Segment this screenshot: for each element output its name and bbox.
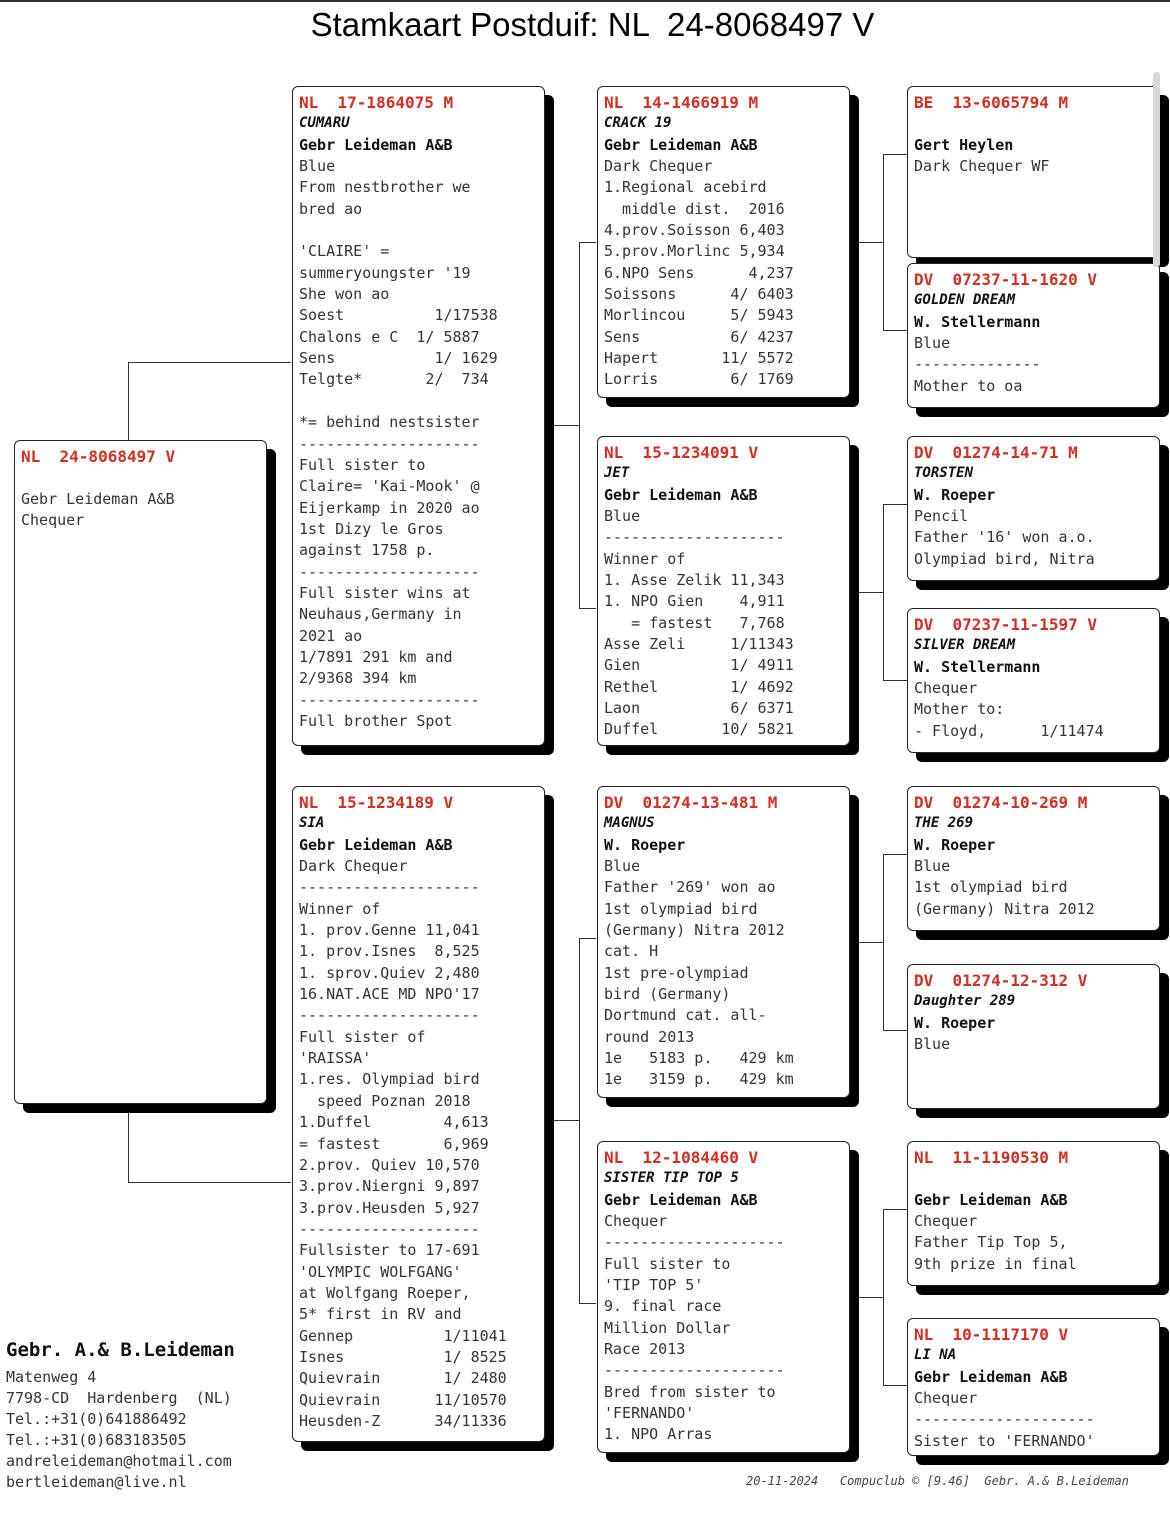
great-grandparent-card-ffm[interactable] [907, 263, 1160, 408]
info-line: Father Tip Top 5, [914, 1233, 1068, 1252]
ring-number: NL 14-1466919 M [604, 93, 759, 112]
ring-number: NL 24-8068497 V [21, 447, 176, 466]
info-line: Hapert 11/ 5572 [604, 349, 794, 368]
info-line: 1st olympiad bird [914, 878, 1068, 897]
breeder-name: Gebr Leideman A&B [604, 1190, 758, 1209]
pigeon-name: THE 269 [914, 815, 974, 832]
great-grandparent-card-mmf[interactable] [907, 1141, 1160, 1286]
ring-number: NL 12-1084460 V [604, 1148, 759, 1167]
info-line: 3.prov.Heusden 5,927 [299, 1198, 480, 1217]
info-line: 1e 5183 p. 429 km [604, 1049, 794, 1068]
info-line: Soest 1/17538 [299, 306, 498, 325]
pigeon-name [914, 113, 1159, 134]
info-line: bred ao [299, 199, 363, 218]
info-line: 9th prize in final [914, 1254, 1077, 1273]
info-line: Blue [604, 507, 641, 526]
ring-number: NL 11-1190530 M [914, 1148, 1069, 1167]
paternal-grandmother-card[interactable] [597, 436, 850, 746]
info-line: Blue [914, 334, 951, 353]
info-line: 'CLAIRE' = [299, 242, 390, 261]
maternal-grandfather-card[interactable] [597, 786, 850, 1098]
pigeon-name: CUMARU [299, 115, 350, 132]
info-line: Winner of [299, 899, 381, 918]
info-line: (Germany) Nitra 2012 [604, 921, 785, 940]
connector [883, 154, 907, 155]
ring-number: DV 01274-12-312 V [914, 971, 1088, 990]
info-line: Gennep 1/11041 [299, 1326, 507, 1345]
info-line: 1. NPO Gien 4,911 [604, 592, 785, 611]
scrollbar[interactable] [1153, 72, 1160, 267]
info-line: (Germany) Nitra 2012 [914, 899, 1095, 918]
connector [883, 854, 884, 1030]
info-line: Chequer [914, 1212, 978, 1231]
info-line: Blue [299, 157, 336, 176]
info-line: Full sister to [604, 1254, 731, 1273]
info-line: 5.prov.Morlinc 5,934 [604, 242, 785, 261]
info-line: round 2013 [604, 1027, 695, 1046]
ring-number: NL 15-1234091 V [604, 443, 759, 462]
info-line: 1/7891 291 km and [299, 647, 453, 666]
info-line: Full sister wins at [299, 583, 471, 602]
info-line: 1st olympiad bird [604, 899, 758, 918]
breeder-name: Gebr Leideman A&B [604, 485, 758, 504]
info-line: 1.Regional acebird [604, 178, 767, 197]
info-line: Blue [914, 1035, 951, 1054]
connector [883, 680, 907, 681]
info-line: Rethel 1/ 4692 [604, 677, 794, 696]
info-line: Dark Chequer [604, 157, 713, 176]
info-line: 1st pre-olympiad [604, 963, 749, 982]
breeder-name: Gebr Leideman A&B [914, 1190, 1068, 1209]
info-line: Quievrain 1/ 2480 [299, 1369, 507, 1388]
connector [128, 362, 291, 363]
contact-line: Matenweg 4 [6, 1368, 97, 1386]
connector [579, 608, 596, 609]
info-line: Gien 1/ 4911 [604, 656, 794, 675]
top-rule [0, 0, 1170, 2]
info-line: Chequer [914, 679, 978, 698]
connector [579, 242, 596, 243]
info-line: Quievrain 11/10570 [299, 1390, 507, 1409]
info-line: 1. prov.Isnes 8,525 [299, 942, 480, 961]
info-line: -------------------- [604, 1233, 785, 1252]
info-line: Chequer [21, 511, 85, 530]
info-line: -------------------- [299, 562, 480, 581]
info-line: - Floyd, 1/11474 [914, 721, 1104, 740]
info-line: speed Poznan 2018 [299, 1091, 471, 1110]
info-line: Chalons e C 1/ 5887 [299, 327, 480, 346]
mother-card[interactable] [292, 786, 545, 1442]
info-line: Chequer [914, 1389, 978, 1408]
connector [579, 938, 596, 939]
connector [883, 504, 884, 680]
info-line: Laon 6/ 6371 [604, 699, 794, 718]
pigeon-name: GOLDEN DREAM [914, 292, 1016, 309]
info-line: Sens 1/ 1629 [299, 349, 498, 368]
info-line: -------------------- [604, 1361, 785, 1380]
connector [128, 362, 129, 440]
info-line: Full brother Spot [299, 711, 453, 730]
info-line: Gebr Leideman A&B [21, 489, 175, 508]
info-line: 1. NPO Arras [604, 1425, 713, 1444]
pigeon-name: SISTER TIP TOP 5 [604, 1170, 739, 1187]
great-grandparent-card-fmf[interactable] [907, 436, 1160, 581]
contact-line: Tel.:+31(0)683183505 [6, 1431, 187, 1449]
info-line: 3.prov.Niergni 9,897 [299, 1177, 480, 1196]
great-grandparent-card-mfm[interactable] [907, 964, 1160, 1109]
pigeon-name: SILVER DREAM [914, 637, 1016, 654]
connector [883, 854, 907, 855]
info-line: Mother to: [914, 700, 1005, 719]
connector [579, 242, 580, 608]
info-line: Chequer [604, 1212, 668, 1231]
info-line: bird (Germany) [604, 985, 731, 1004]
breeder-name: Gebr Leideman A&B [299, 135, 453, 154]
connector [883, 1209, 884, 1385]
breeder-name: W. Stellermann [914, 312, 1041, 331]
connector [883, 504, 907, 505]
info-line: 1. prov.Genne 11,041 [299, 921, 480, 940]
info-line: Sens 6/ 4237 [604, 327, 794, 346]
breeder-name: Gebr Leideman A&B [299, 835, 453, 854]
info-line: Blue [914, 857, 951, 876]
info-line: Pencil [914, 507, 969, 526]
info-line: *= behind nestsister [299, 413, 480, 432]
breeder-name: W. Stellermann [914, 657, 1041, 676]
info-line: Blue [604, 857, 641, 876]
info-line [21, 467, 266, 488]
info-line: 4.prov.Soisson 6,403 [604, 221, 785, 240]
info-line: -------------------- [299, 690, 480, 709]
contact-email[interactable]: andreleideman@hotmail.com [6, 1452, 232, 1470]
ring-number: DV 01274-10-269 M [914, 793, 1088, 812]
info-line: Morlincou 5/ 5943 [604, 306, 794, 325]
ring-number: BE 13-6065794 M [914, 93, 1069, 112]
info-line: 1. Asse Zelik 11,343 [604, 571, 785, 590]
connector [554, 425, 580, 426]
info-line: Dark Chequer [299, 857, 408, 876]
connector [883, 1209, 907, 1210]
info-line: 1.res. Olympiad bird [299, 1070, 480, 1089]
info-line: Lorris 6/ 1769 [604, 370, 794, 389]
info-line: Telgte* 2/ 734 [299, 370, 489, 389]
info-line: -------------------- [299, 1219, 480, 1238]
connector [858, 1297, 884, 1298]
paternal-grandfather-card[interactable] [597, 86, 850, 398]
info-line: Eijerkamp in 2020 ao [299, 498, 480, 517]
footer-text: 20-11-2024 Compuclub © [9.46] Gebr. A.& B.Leideman [746, 1474, 1129, 1488]
info-line: -------------- [914, 355, 1041, 374]
info-line: -------------------- [914, 1410, 1095, 1429]
info-line [299, 391, 544, 412]
info-line: Father '269' won ao [604, 878, 776, 897]
info-line: 16.NAT.ACE MD NPO'17 [299, 985, 480, 1004]
connector [128, 1112, 129, 1182]
info-line: Bred from sister to [604, 1382, 776, 1401]
info-line: She won ao [299, 285, 390, 304]
info-line: -------------------- [604, 528, 785, 547]
info-line: Isnes 1/ 8525 [299, 1347, 507, 1366]
ring-number: NL 15-1234189 V [299, 793, 454, 812]
info-line: 9. final race [604, 1297, 722, 1316]
ring-number: NL 10-1117170 V [914, 1325, 1069, 1344]
info-line: Dortmund cat. all- [604, 1006, 767, 1025]
info-line: against 1758 p. [299, 541, 435, 560]
info-line: middle dist. 2016 [604, 199, 785, 218]
connector [883, 1385, 907, 1386]
info-line: 2021 ao [299, 626, 363, 645]
contact-line: 7798-CD Hardenberg (NL) [6, 1389, 232, 1407]
info-line: 1e 3159 p. 429 km [604, 1070, 794, 1089]
connector [858, 592, 884, 593]
info-line: -------------------- [299, 878, 480, 897]
father-card[interactable] [292, 86, 545, 746]
subject-card[interactable] [14, 440, 267, 1104]
ring-number: DV 01274-13-481 M [604, 793, 778, 812]
info-line: Fullsister to 17-691 [299, 1241, 480, 1260]
connector [883, 1030, 907, 1031]
connector [858, 242, 884, 243]
pigeon-name: LI NA [914, 1347, 957, 1364]
info-line: = fastest 7,768 [604, 613, 785, 632]
breeder-name: W. Roeper [914, 485, 996, 504]
info-line: 2/9368 394 km [299, 669, 417, 688]
info-line: Heusden-Z 34/11336 [299, 1411, 507, 1430]
contact-email[interactable]: bertleideman@live.nl [6, 1473, 187, 1491]
ring-number: DV 07237-11-1620 V [914, 270, 1098, 289]
info-line: 'TIP TOP 5' [604, 1276, 704, 1295]
breeder-name: Gebr Leideman A&B [914, 1367, 1068, 1386]
pigeon-name: Daughter 289 [914, 993, 1016, 1010]
connector [883, 154, 884, 330]
info-line: -------------------- [299, 1006, 480, 1025]
info-line: Soissons 4/ 6403 [604, 285, 794, 304]
maternal-grandmother-card[interactable] [597, 1141, 850, 1453]
info-line: Race 2013 [604, 1340, 686, 1359]
ring-number: DV 01274-14-71 M [914, 443, 1078, 462]
info-line: = fastest 6,969 [299, 1134, 489, 1153]
great-grandparent-card-fff[interactable] [907, 86, 1160, 258]
connector [858, 942, 884, 943]
info-line: 1. sprov.Quiev 2,480 [299, 963, 480, 982]
info-line: 5* first in RV and [299, 1305, 462, 1324]
breeder-name: W. Roeper [604, 835, 686, 854]
info-line: Asse Zeli 1/11343 [604, 635, 794, 654]
ring-number: NL 17-1864075 M [299, 93, 454, 112]
info-line: Mother to oa [914, 376, 1023, 395]
info-line: at Wolfgang Roeper, [299, 1283, 471, 1302]
info-line: 1.Duffel 4,613 [299, 1113, 489, 1132]
info-line: Duffel 10/ 5821 [604, 720, 794, 739]
info-line: summeryoungster '19 [299, 263, 471, 282]
info-line: Claire= 'Kai-Mook' @ [299, 477, 480, 496]
great-grandparent-card-mmm[interactable] [907, 1318, 1160, 1456]
ring-number: DV 07237-11-1597 V [914, 615, 1098, 634]
info-line: 2.prov. Quiev 10,570 [299, 1155, 480, 1174]
connector [128, 1182, 291, 1183]
info-line: 6.NPO Sens 4,237 [604, 263, 794, 282]
info-line: 'FERNANDO' [604, 1404, 695, 1423]
info-line: From nestbrother we [299, 178, 471, 197]
info-line: Million Dollar [604, 1318, 731, 1337]
connector [554, 1120, 580, 1121]
page-title: Stamkaart Postduif: NL 24-8068497 V [310, 6, 875, 43]
pigeon-name [914, 1168, 1159, 1189]
info-line: 'RAISSA' [299, 1049, 372, 1068]
contact-name: Gebr. A.& B.Leideman [6, 1339, 235, 1361]
breeder-name: Gebr Leideman A&B [604, 135, 758, 154]
connector [579, 938, 580, 1303]
pigeon-name: JET [604, 465, 630, 482]
info-line: Olympiad bird, Nitra [914, 549, 1095, 568]
pigeon-name: CRACK 19 [604, 115, 672, 132]
info-line: 1st Dizy le Gros [299, 519, 444, 538]
info-line: Full sister of [299, 1027, 426, 1046]
info-line: -------------------- [299, 434, 480, 453]
info-line: Father '16' won a.o. [914, 528, 1095, 547]
breeder-name: Gert Heylen [914, 135, 1014, 154]
contact-line: Tel.:+31(0)641886492 [6, 1410, 187, 1428]
info-line: 'OLYMPIC WOLFGANG' [299, 1262, 462, 1281]
pigeon-name: TORSTEN [914, 465, 974, 482]
info-line: Dark Chequer WF [914, 157, 1050, 176]
info-line [299, 220, 544, 241]
connector [579, 1303, 596, 1304]
info-line: cat. H [604, 942, 659, 961]
pigeon-name: MAGNUS [604, 815, 655, 832]
connector [883, 330, 907, 331]
pigeon-name: SIA [299, 815, 325, 832]
info-line: Winner of [604, 549, 686, 568]
great-grandparent-card-fmm[interactable] [907, 608, 1160, 753]
info-line: Sister to 'FERNANDO' [914, 1431, 1095, 1450]
breeder-name: W. Roeper [914, 835, 996, 854]
great-grandparent-card-mff[interactable] [907, 786, 1160, 931]
contact-block [6, 1339, 235, 1493]
breeder-name: W. Roeper [914, 1013, 996, 1032]
info-line: Full sister to [299, 455, 426, 474]
info-line: Neuhaus,Germany in [299, 605, 462, 624]
